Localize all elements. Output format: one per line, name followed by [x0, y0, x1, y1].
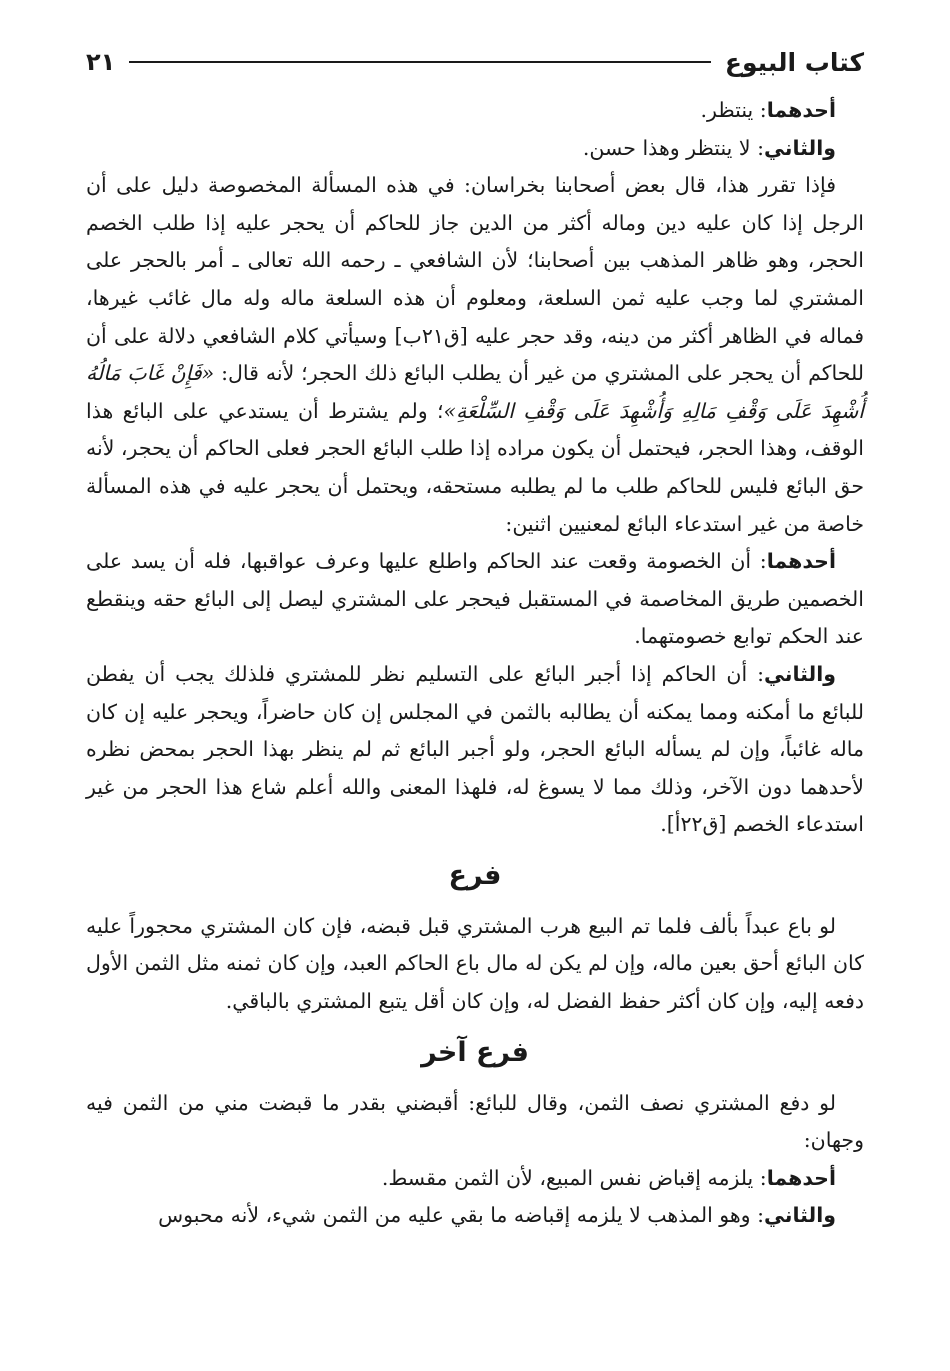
running-header [86, 38, 864, 86]
book-title: كتاب البيوع [724, 47, 864, 77]
page-number: ٢١ [86, 48, 116, 76]
section-heading-far: فرع [448, 859, 502, 891]
paragraph-second-view [86, 130, 864, 168]
view-text: : ينتظر. [700, 98, 767, 122]
paragraph-discussion [86, 167, 864, 543]
paragraph-first-aspect [86, 1160, 864, 1198]
aspect-text: : وهو المذهب لا يلزمه إقباضه ما بقي عليه من الثمن شيء، لأنه محبوس [158, 1203, 765, 1228]
aspect-text: : يلزمه إقباض نفس المبيع، لأن الثمن مقسط. [381, 1165, 767, 1190]
paragraph-first-view [86, 92, 864, 130]
header-rule [129, 61, 711, 63]
reason-text: : أن الخصومة وقعت عند الحاكم واطلع عليها وعرف عواقبها، فله أن يسد على الخصمين طريق المخاصمة في المستقبل فيحجر على المشتري ليصل إلى البائع حقه وينقطع عند الحكم توابع خصومتهما. [86, 549, 864, 649]
section-heading-far-akhar: فرع آخر [421, 1036, 529, 1068]
discussion-text-continued: ؛ ولم يشترط أن يستدعي على البائع هذا الوقف، وهذا الحجر، فيحتمل أن يكون مراده إذا طلب البائع الحجر فعلى الحاكم أن يحجر، لأنه حق البائع فليس للحاكم طلب ما لم يطلبه مستحقه، ويحتمل أن يحجر عليه في هذه المسألة خاصة من غير استدعاء البائع لمعنيين اثنين: [86, 398, 864, 536]
discussion-text: فإذا تقرر هذا، قال بعض أصحابنا بخراسان: في هذه المسألة المخصوصة دليل على أن الرجل إذا كان عليه دين وماله أكثر من الدين جاز للحاكم أن يحجر عليه إذا طلب الخصم الحجر، وهو ظاهر المذهب بين أصحابنا؛ لأن الشافعي ـ رحمه الله تعالى ـ أمر بالحجر على المشتري لما وجب عليه ثمن السلعة، ومعلوم أن هذه السلعة ماله وله مال غائب غيرها، فماله في الظاهر أكثر من دينه، وقد حجر عليه [ق٢١ب] وسيأتي كلام الشافعي دلالة على أن للحاكم أن يحجر على المشتري من غير أن يطلب البائع ذلك الحجر؛ لأنه قال: [86, 173, 865, 386]
view-text: : لا ينتظر وهذا حسن. [582, 135, 765, 160]
shafii-quote: «فَإِنْ غَابَ مَالُهُ أُشْهِدَ عَلَى وَقْفِ مَالِهِ وَأُشْهِدَ عَلَى وَقْفِ السِّلْعَةِ» [86, 361, 864, 423]
paragraph-far-akhar-body: لو دفع المشتري نصف الثمن، وقال للبائع: أقبضني بقدر ما قبضت مني من الثمن فيه وجهان: [86, 1090, 864, 1153]
paragraph-second-aspect [86, 1197, 864, 1235]
aspect-label: والثاني [764, 1203, 836, 1228]
aspect-label: أحدهما [766, 1165, 836, 1190]
reason-label: أحدهما [766, 549, 836, 574]
paragraph-far-body: لو باع عبداً بألف فلما تم البيع هرب المشتري قبل قبضه، فإن كان المشتري محجوراً عليه كان البائع أحق بعين ماله، وإن لم يكن له مال باع الحاكم العبد، وإن كان ثمنه مثل الثمن الأول دفعه إليه، وإن كان أكثر حفظ الفضل له، وإن كان أقل يتبع المشتري بالباقي. [86, 913, 864, 1014]
paragraph-second-reason [86, 656, 864, 844]
paragraph-first-reason [86, 543, 864, 656]
view-label: أحدهما [766, 98, 836, 122]
reason-label: والثاني [764, 661, 836, 686]
reason-text: : أن الحاكم إذا أجبر البائع على التسليم نظر للمشتري فلذلك يجب أن يفطن للبائع ما أمكنه ومما يمكنه أن يطالبه بالثمن في المجلس إن كان حاضراً، ويحجر عليه إن كان ماله غائباً، وإن لم يسأله البائع الحجر، ولو أجبر البائع ثم لم ينظر بهذا الحجر بمحض نظره لأحدهما دون الآخر، وذلك مما لا يسوغ له، فلهذا المعنى والله أعلم شاع هذا الحجر من غير استدعاء الخصم [ق٢٢أ]. [86, 661, 864, 837]
view-label: والثاني [764, 135, 836, 160]
